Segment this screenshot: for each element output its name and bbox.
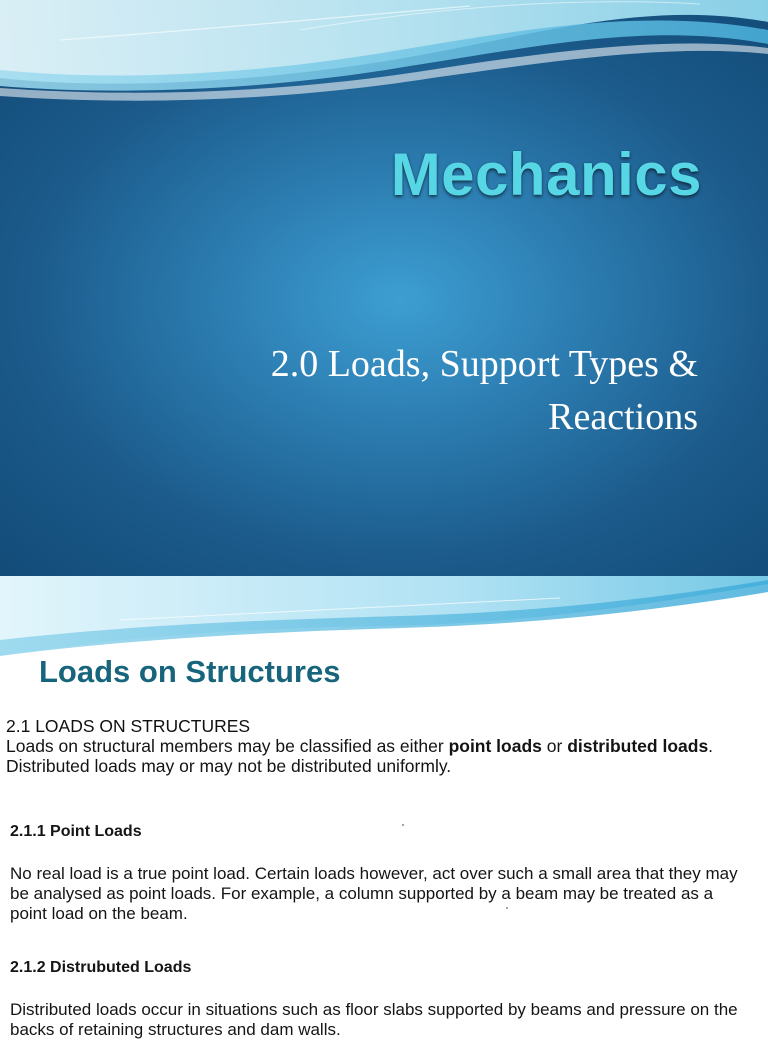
scan-speck — [402, 824, 404, 826]
slide-title: Mechanics — [390, 141, 702, 208]
paragraph-line: No real load is a true point load. Certain loads however, act over such a small area that they may — [10, 864, 738, 883]
scan-speck — [506, 907, 508, 909]
paragraph-line: backs of retaining structures and dam walls. — [10, 1020, 341, 1039]
text-run: Loads on structural members may be classified as either — [6, 736, 449, 756]
scanned-text-excerpt — [0, 712, 768, 1039]
text-run: . — [708, 736, 714, 756]
section-2-1-2-paragraph — [10, 1000, 738, 1040]
slide-subtitle — [58, 338, 698, 444]
subtitle-line-1: 2.0 Loads, Support Types & — [270, 343, 698, 385]
bold-term-distributed-loads: distributed loads — [567, 736, 709, 756]
section-2-1-line-1 — [6, 736, 713, 756]
text-run: or — [541, 736, 568, 756]
section-2-1-1-heading: 2.1.1 Point Loads — [10, 823, 142, 840]
decorative-wave-header — [0, 576, 768, 666]
section-2-1-1-paragraph — [10, 864, 738, 924]
subtitle-line-2: Reactions — [548, 396, 698, 438]
content-heading: Loads on Structures — [39, 654, 341, 689]
paragraph-line: be analysed as point loads. For example, a column supported by a beam may be treated as a — [10, 884, 714, 903]
paragraph-line: Distributed loads occur in situations such as floor slabs supported by beams and pressure on the — [10, 1000, 738, 1019]
section-2-1-heading: 2.1 LOADS ON STRUCTURES — [6, 716, 251, 736]
section-2-1-line-2: Distributed loads may or may not be distributed uniformly. — [6, 756, 452, 776]
paragraph-line: point load on the beam. — [10, 904, 188, 923]
content-slide — [0, 576, 768, 1039]
section-2-1-2-heading: 2.1.2 Distrubuted Loads — [10, 959, 192, 976]
bold-term-point-loads: point loads — [448, 736, 542, 756]
